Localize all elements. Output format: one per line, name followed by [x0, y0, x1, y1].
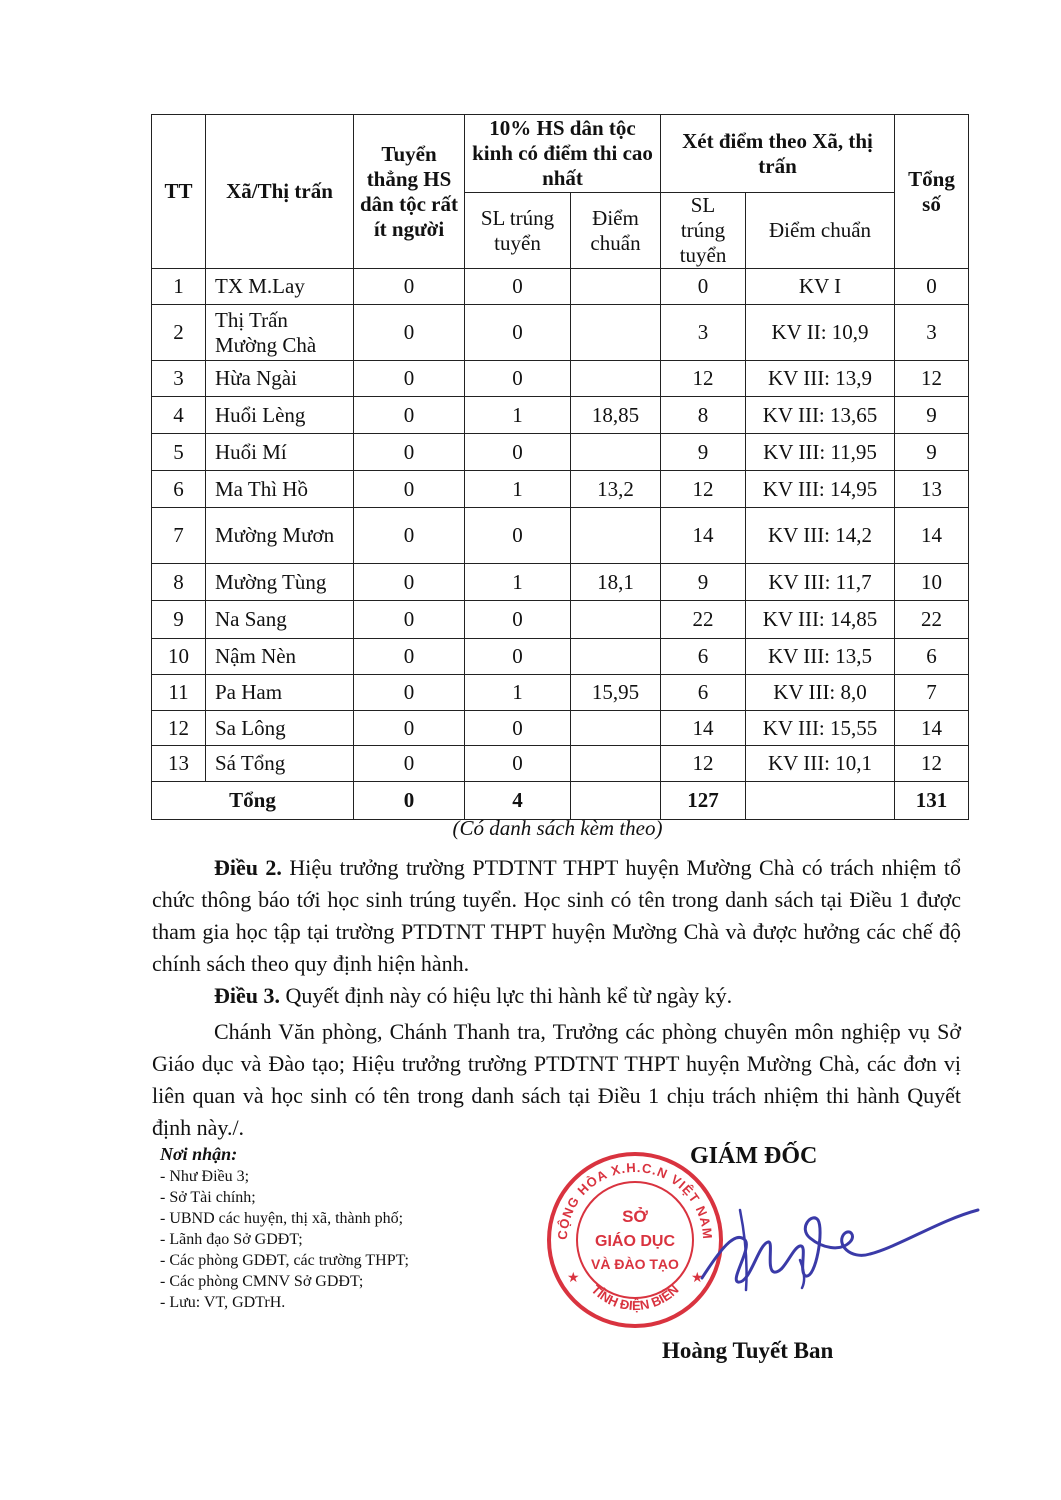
cell-tt: 8: [152, 564, 206, 601]
cell-commune: Ma Thì Hồ: [206, 471, 354, 508]
table-row: [152, 601, 969, 639]
table-row: [152, 746, 969, 782]
cell-total: 12: [895, 361, 969, 397]
cell-total: 13: [895, 471, 969, 508]
cell-kinh-score: [571, 601, 661, 639]
table-row: [152, 269, 969, 305]
table-row: [152, 639, 969, 675]
cell-commune-sl: 6: [661, 639, 746, 675]
cell-kinh-score: 18,1: [571, 564, 661, 601]
cell-kinh-score: [571, 434, 661, 471]
cell-kinh-sl: 0: [465, 305, 571, 361]
cell-total: 3: [895, 305, 969, 361]
header-kinh-score: Điểm chuẩn: [571, 193, 661, 269]
cell-commune-sl: 0: [661, 269, 746, 305]
cell-kinh-sl: 0: [465, 361, 571, 397]
article-3: [152, 980, 961, 1012]
cell-commune: Hừa Ngài: [206, 361, 354, 397]
cell-commune-score: KV III: 14,2: [746, 508, 895, 564]
cell-commune-sl: 9: [661, 564, 746, 601]
cell-kinh-sl: 0: [465, 601, 571, 639]
cell-total: 7: [895, 675, 969, 711]
cell-commune: Huổi Mí: [206, 434, 354, 471]
recipient-item: - Các phòng CMNV Sở GDĐT;: [160, 1273, 364, 1290]
cell-kinh-score: 13,2: [571, 471, 661, 508]
cell-direct: 0: [354, 508, 465, 564]
cell-total: 6: [895, 639, 969, 675]
seal-star-icon: ★: [691, 1271, 704, 1286]
total-label: Tổng: [152, 782, 354, 820]
table-row: [152, 711, 969, 746]
cell-total: 9: [895, 397, 969, 434]
cell-commune: Pa Ham: [206, 675, 354, 711]
table-row: [152, 564, 969, 601]
recipient-item: - Như Điều 3;: [160, 1168, 250, 1185]
recipient-item: - Lãnh đạo Sở GDĐT;: [160, 1231, 303, 1248]
cell-total: 9: [895, 434, 969, 471]
cell-commune-sl: 22: [661, 601, 746, 639]
cell-kinh-sl: 1: [465, 564, 571, 601]
cell-kinh-score: [571, 269, 661, 305]
total-kinh-sl: 4: [465, 782, 571, 820]
cell-commune: Thị Trấn Mường Chà: [206, 305, 354, 361]
total-commune-score: [746, 782, 895, 820]
cell-direct: 0: [354, 434, 465, 471]
cell-tt: 12: [152, 711, 206, 746]
total-kinh-score: [571, 782, 661, 820]
cell-commune-sl: 14: [661, 711, 746, 746]
recipients-block: [160, 1142, 409, 1313]
total-sum: 131: [895, 782, 969, 820]
cell-tt: 9: [152, 601, 206, 639]
cell-kinh-sl: 0: [465, 269, 571, 305]
cell-direct: 0: [354, 601, 465, 639]
cell-commune: Sá Tổng: [206, 746, 354, 782]
table-row: [152, 471, 969, 508]
cell-commune-score: KV III: 13,5: [746, 639, 895, 675]
cell-tt: 13: [152, 746, 206, 782]
total-commune-sl: 127: [661, 782, 746, 820]
article-2-label: Điều 2.: [214, 855, 282, 880]
cell-direct: 0: [354, 746, 465, 782]
cell-kinh-score: [571, 305, 661, 361]
cell-commune-sl: 8: [661, 397, 746, 434]
cell-kinh-sl: 0: [465, 711, 571, 746]
cell-kinh-score: [571, 508, 661, 564]
cell-commune: Mường Tùng: [206, 564, 354, 601]
cell-tt: 5: [152, 434, 206, 471]
article-3-text: Quyết định này có hiệu lực thi hành kể từ ngày ký.: [280, 983, 733, 1008]
cell-commune-score: KV III: 13,65: [746, 397, 895, 434]
article-2-text: Hiệu trưởng trường PTDTNT THPT huyện Mường Chà có trách nhiệm tổ chức thông báo tới học sinh trúng tuyển. Học sinh có tên trong danh sách tại Điều 1 được tham gia học tập tại trường PTDTNT THPT huyện Mường Chà và được hưởng các chế độ chính sách theo quy định hiện hành.: [152, 855, 962, 976]
cell-commune-sl: 12: [661, 361, 746, 397]
header-commune: Xã/Thị trấn: [206, 115, 354, 269]
header-commune-sl: SL trúng tuyển: [661, 193, 746, 269]
cell-commune: Huổi Lèng: [206, 397, 354, 434]
cell-commune-score: KV III: 13,9: [746, 361, 895, 397]
seal-top-text: CỘNG HÒA X.H.C.N VIỆT NAM: [554, 1159, 716, 1241]
cell-commune-sl: 14: [661, 508, 746, 564]
recipients-heading: Nơi nhận:: [160, 1144, 238, 1164]
cell-commune-sl: 3: [661, 305, 746, 361]
table-row: [152, 397, 969, 434]
cell-tt: 2: [152, 305, 206, 361]
cell-kinh-score: [571, 746, 661, 782]
total-direct: 0: [354, 782, 465, 820]
cell-tt: 6: [152, 471, 206, 508]
seal-center-line: SỞ: [622, 1207, 648, 1226]
header-row-1: [152, 115, 969, 193]
cell-total: 12: [895, 746, 969, 782]
official-seal: [545, 1150, 725, 1330]
cell-kinh-sl: 1: [465, 397, 571, 434]
cell-direct: 0: [354, 361, 465, 397]
cell-direct: 0: [354, 397, 465, 434]
cell-total: 14: [895, 508, 969, 564]
table-row: [152, 508, 969, 564]
cell-kinh-sl: 0: [465, 746, 571, 782]
article-2: [152, 852, 961, 980]
cell-total: 0: [895, 269, 969, 305]
cell-total: 14: [895, 711, 969, 746]
handwritten-signature: [700, 1190, 980, 1300]
table-row: [152, 361, 969, 397]
table-row: [152, 434, 969, 471]
cell-kinh-sl: 0: [465, 508, 571, 564]
seal-center-line: VÀ ĐÀO TẠO: [591, 1256, 679, 1272]
cell-commune-score: KV I: [746, 269, 895, 305]
header-total: Tổng số: [895, 115, 969, 269]
cell-kinh-score: 18,85: [571, 397, 661, 434]
cell-commune-score: KV III: 10,1: [746, 746, 895, 782]
cell-commune: Nậm Nèn: [206, 639, 354, 675]
cell-commune-score: KV III: 11,95: [746, 434, 895, 471]
cell-direct: 0: [354, 711, 465, 746]
cell-total: 10: [895, 564, 969, 601]
seal-star-icon: ★: [567, 1271, 580, 1286]
cell-direct: 0: [354, 639, 465, 675]
signer-title: GIÁM ĐỐC: [690, 1143, 818, 1169]
cell-tt: 11: [152, 675, 206, 711]
admission-table: [151, 114, 969, 820]
cell-kinh-sl: 1: [465, 675, 571, 711]
cell-direct: 0: [354, 305, 465, 361]
recipient-item: - Lưu: VT, GDTrH.: [160, 1294, 286, 1311]
header-direct: Tuyển thẳng HS dân tộc rất ít người: [354, 115, 465, 269]
header-commune-group: Xét điểm theo Xã, thị trấn: [661, 115, 895, 193]
header-kinh-sl: SL trúng tuyển: [465, 193, 571, 269]
cell-commune: Mường Mươn: [206, 508, 354, 564]
cell-direct: 0: [354, 471, 465, 508]
cell-direct: 0: [354, 269, 465, 305]
recipient-item: - Sở Tài chính;: [160, 1189, 256, 1206]
cell-commune-score: KV III: 8,0: [746, 675, 895, 711]
cell-commune-sl: 6: [661, 675, 746, 711]
cell-tt: 10: [152, 639, 206, 675]
cell-commune: TX M.Lay: [206, 269, 354, 305]
seal-bottom-text: TỈNH ĐIỆN BIÊN: [588, 1281, 682, 1314]
cell-commune-score: KV II: 10,9: [746, 305, 895, 361]
cell-kinh-sl: 1: [465, 471, 571, 508]
cell-total: 22: [895, 601, 969, 639]
cell-commune-score: KV III: 14,85: [746, 601, 895, 639]
table-caption: (Có danh sách kèm theo): [452, 816, 663, 840]
header-tt: TT: [152, 115, 206, 269]
table-row: [152, 305, 969, 361]
cell-direct: 0: [354, 564, 465, 601]
signer-name: Hoàng Tuyết Ban: [662, 1338, 834, 1363]
cell-tt: 7: [152, 508, 206, 564]
cell-commune-sl: 12: [661, 471, 746, 508]
cell-kinh-score: [571, 711, 661, 746]
cell-kinh-score: [571, 361, 661, 397]
cell-tt: 4: [152, 397, 206, 434]
header-commune-score: Điểm chuẩn: [746, 193, 895, 269]
recipient-item: - Các phòng GDĐT, các trường THPT;: [160, 1252, 409, 1269]
cell-tt: 1: [152, 269, 206, 305]
table-body: [152, 269, 969, 820]
cell-kinh-score: [571, 639, 661, 675]
cell-commune-score: KV III: 14,95: [746, 471, 895, 508]
cell-kinh-sl: 0: [465, 639, 571, 675]
seal-center-line: GIÁO DỤC: [595, 1233, 675, 1250]
cell-commune-sl: 12: [661, 746, 746, 782]
total-row: [152, 782, 969, 820]
recipient-item: - UBND các huyện, thị xã, thành phố;: [160, 1210, 404, 1227]
article-3-label: Điều 3.: [214, 983, 280, 1008]
cell-kinh-score: 15,95: [571, 675, 661, 711]
cell-commune-sl: 9: [661, 434, 746, 471]
cell-commune: Na Sang: [206, 601, 354, 639]
cell-direct: 0: [354, 675, 465, 711]
cell-commune-score: KV III: 11,7: [746, 564, 895, 601]
header-kinh-group: 10% HS dân tộc kinh có điểm thi cao nhất: [465, 115, 661, 193]
cell-tt: 3: [152, 361, 206, 397]
table-row: [152, 675, 969, 711]
closing-paragraph: Chánh Văn phòng, Chánh Thanh tra, Trưởng các phòng chuyên môn nghiệp vụ Sở Giáo dục và Đào tạo; Hiệu trưởng trường PTDTNT THPT huyện Mường Chà, các đơn vị liên quan và học sinh có tên trong danh sách tại Điều 1 chịu trách nhiệm thi hành Quyết định này./.: [152, 1019, 961, 1140]
cell-kinh-sl: 0: [465, 434, 571, 471]
cell-commune-score: KV III: 15,55: [746, 711, 895, 746]
cell-commune: Sa Lông: [206, 711, 354, 746]
